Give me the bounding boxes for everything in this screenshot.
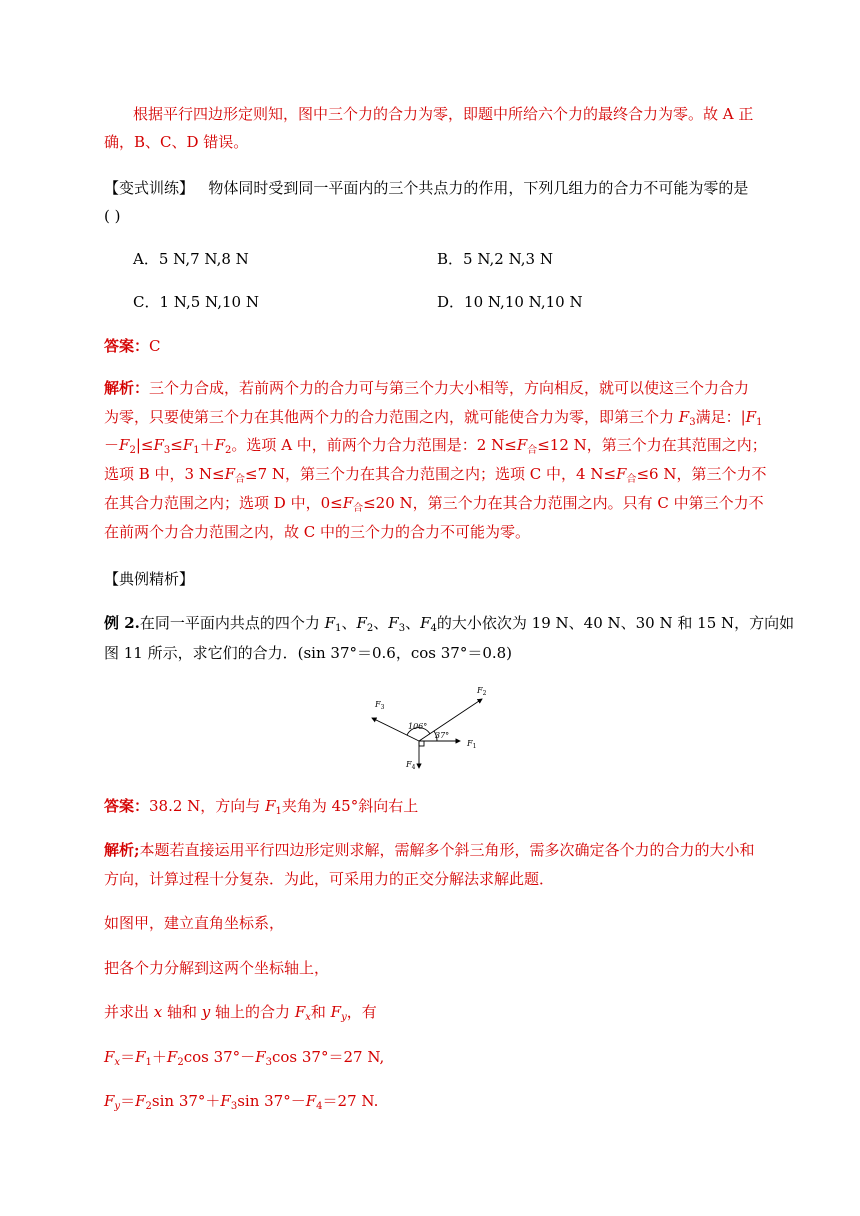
solution-line: 确，B、C、D 错误。 [104, 133, 249, 151]
equation-fx: $F_x=F_1+F_2\cos$ $37^\circ-F_3\cos$ 37°＝27 N, [104, 1048, 385, 1068]
equation-fy: $F_y=F_2\sin$ $37^\circ+F_3\sin$ $37^\circ-F_4=27$ N. [104, 1092, 379, 1112]
example-line: 例 2.在同一平面内共点的四个力 $F_1$、$F_2$、$F_3$、$F_4$的大小依次为 19 N、40 N、30 N 和 15 N，方向如 [104, 614, 795, 634]
analysis-line: 选项 B 中，3 $N\le F_合\le 7$ N，第三个力在其合力范围之内；选项 C 中，4 $N\le F_合\le 6$ N，第三个力不 [104, 465, 767, 485]
label-f1: $F_1$ [467, 739, 477, 750]
analysis-line: 方向，计算过程十分复杂．为此，可采用力的正交分解法求解此题． [104, 870, 555, 888]
answer-bracket: ( ) [104, 207, 121, 225]
f2-arrow [419, 699, 482, 741]
answer-line: 答案：C [104, 337, 161, 355]
analysis-line: 并求出 x 轴和 y 轴上的合力 $F_x$和 $F_y$，有 [104, 1003, 377, 1023]
analysis-line: $-F_2|\le F_3\le F_1+F_2$。选项 A 中，前两个力合力范围是：2 $N\le F_合\le 12$ N，第三个力在其范围之内； [104, 436, 767, 456]
angle-label-37: 37° [435, 731, 450, 740]
solution-line: 根据平行四边形定则知，图中三个力的合力为零，即题中所给六个力的最终合力为零。故 A 正 [133, 105, 754, 123]
right-angle-mark [419, 741, 424, 746]
variant-tag: 【变式训练】 [104, 179, 195, 197]
example-line: 图 11 所示，求它们的合力．(sin 37°＝0.6，cos 37°＝0.8) [104, 644, 513, 662]
analysis-line: 在前两个力合力范围之内，故 C 中的三个力的合力不可能为零。 [104, 523, 531, 541]
label-f3: $F_3$ [375, 700, 385, 711]
analysis-line: 解析：三个力合成，若前两个力的合力可与第三个力大小相等，方向相反，就可以使这三个力合力 [104, 379, 750, 397]
label-f4: $F_4$ [406, 760, 416, 771]
option-c: C．1 N,5 N,10 N [133, 293, 259, 311]
label-f2: $F_2$ [477, 686, 487, 697]
analysis-line: 把各个力分解到这两个坐标轴上， [104, 959, 330, 977]
option-a: A．5 N,7 N,8 N [133, 250, 249, 268]
analysis-line: 解析;本题若直接运用平行四边形定则求解，需解多个斜三角形，需多次确定各个力的合力的大小和 [104, 841, 755, 859]
analysis-line: 为零，只要使第三个力在其他两个力的合力范围之内，就可能使合力为零，即第三个力 $F_3$满足：$|F_1$ [104, 408, 763, 428]
variant-question: 【变式训练】 物体同时受到同一平面内的三个共点力的作用，下列几组力的合力不可能为零的是 [104, 179, 749, 197]
answer-line: 答案：38.2 N，方向与 $F_1$夹角为 45°斜向右上 [104, 797, 419, 817]
option-d: D．10 N,10 N,10 N [437, 293, 583, 311]
force-diagram [360, 683, 510, 775]
angle-label-106: 106° [408, 722, 428, 731]
section-heading: 【典例精析】 [104, 570, 195, 588]
analysis-line: 在其合力范围之内；选项 D 中，$0\le F_合\le 20$ N，第三个力在其合力范围之内。只有 C 中第三个力不 [104, 494, 764, 514]
analysis-line: 如图甲，建立直角坐标系， [104, 914, 285, 932]
option-b: B．5 N,2 N,3 N [437, 250, 553, 268]
